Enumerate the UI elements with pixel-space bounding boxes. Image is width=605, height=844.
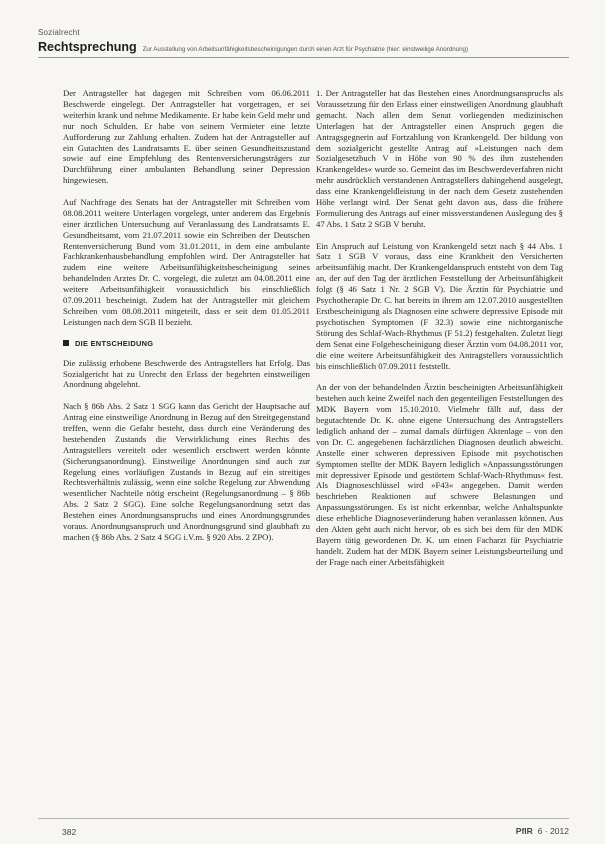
page-number: 382 [62,827,77,837]
body-paragraph: Die zulässig erhobene Beschwerde des Antragstellers hat Erfolg. Das Sozialgericht hat zu Unrecht den Erlass der begehrten einstweiligen Anordnung abgelehnt. [63,357,310,390]
running-header [38,40,569,54]
section-heading-text: DIE ENTSCHEIDUNG [75,338,154,348]
journal-info [516,826,569,836]
section-heading [63,339,310,348]
right-column [316,88,563,578]
journal-issue: 6 · 2012 [537,826,569,836]
footer-divider [38,818,569,819]
header-subtitle: Zur Ausstellung von Arbeitsunfähigkeitsbescheinigungen durch einen Arzt für Psychiatrie (hier: einstweilige Anordnung) [142,46,469,53]
journal-name: PflR [515,826,533,836]
body-paragraph: Der Antragsteller hat dagegen mit Schreiben vom 06.06.2011 Beschwerde eingelegt. Der Antragsteller hat vorgetragen, er sei weiterhin krank und nehme Medikamente. Er habe kein Geld mehr und nur noch Schulden. Er habe von seinem Vermieter eine letzte Aufforderung zur Zahlung erhalten. Zudem hat der Antragsteller auf ein Gutachten des Landratsamts E. über seinen Gesundheitszustand sowie auf eine Empfehlung des Rentenversicherungsträgers zur Durchführung einer ambulanten Behandlung seiner Depression hingewiesen. [63,88,310,186]
header-title: Rechtsprechung [38,40,137,54]
square-bullet-icon [63,340,69,346]
left-column [63,88,310,554]
body-paragraph: Auf Nachfrage des Senats hat der Antragsteller mit Schreiben vom 08.08.2011 weitere Unterlagen vorgelegt, unter anderem das Ergebnis einer ärztlichen Untersuchung auf Veranlassung des Landratsamts E. Gesundheitsamt, vom 21.07.2011 sowie ein Schreiben der Deutschen Rentenversicherung Bund vom 31.01.2011, in dem eine ambulante Fachkrankenhausbehandlung empfohlen wird. Der Antragsteller hat zudem eine weitere Arbeitsunfähigkeitsbescheinigung seines behandelnden Arztes Dr. C. vorgelegt, die zuletzt am 04.08.2011 eine weitere Arbeitsunfähigkeit voraussichtlich bis einschließlich 07.09.2011 bescheinigt. Zudem hat der Antragsteller mit gleichem Schreiben vom 08.08.2011 mitgeteilt, dass er seit dem 01.05.2011 Leistungen nach dem SGB II bezieht. [63,196,310,327]
body-paragraph: 1. Der Antragsteller hat das Bestehen eines Anordnungsanspruchs als Voraussetzung für den Erlass einer einstweiligen Anordnung glaubhaft gemacht. Nach allen dem Senat vorliegenden medizinischen Unterlagen hat der Antragsteller einen Anspruch gegen die Antragsgegnerin auf Fortzahlung von Krankengeld. Der bildung von dem sozialgericht gestellte Antrag auf »Leistungen nach dem Sozialgesetzbuch V in Höhe von 90 % des ihm zustehenden Krankengeldes« wurde so. Gemeint das im Beschwerdeverfahren nicht mehr ausdrücklich verstandenen Antragstellers dahingehend ausgelegt, dass eine Krankengeldleistung in der nach dem Gesetz zustehenden Höhe verlangt wird. Der Senat geht davon aus, dass die frühere Formulierung des Antrags auf einer missverstandenen Auslegung des § 47 Abs. 1 Satz 2 SGB V beruht. [316,88,563,229]
body-paragraph: Nach § 86b Abs. 2 Satz 1 SGG kann das Gericht der Hauptsache auf Antrag eine einstweilige Anordnung in Bezug auf den Streitgegenstand treffen, wenn die Gefahr besteht, dass durch eine Veränderung des bestehenden Zustands die Verwirklichung eines Rechts des Antragstellers vereitelt oder wesentlich erschwert werden könnte (Sicherungsanordnung). Einstweilige Anordnungen sind auch zur Regelung eines vorläufigen Zustands in Bezug auf ein streitiges Rechtsverhältnis zulässig, wenn eine solche Regelung zur Abwendung wesentlicher Nachteile nötig erscheint (Regelungsanordnung – § 86b Abs. 2 Satz 2 SGG). Eine solche Regelungsanordnung setzt das Bestehen eines Anordnungsanspruchs und eines Anordnungsgrundes voraus. Anordnungsanspruch und Anordnungsgrund sind glaubhaft zu machen (§ 86b Abs. 2 Satz 4 SGG i.V.m. § 920 Abs. 2 ZPO). [63,401,310,543]
header-divider [38,57,569,58]
body-paragraph: An der von der behandelnden Ärztin bescheinigten Arbeitsunfähigkeit bestehen auch keine Zweifel nach den gegenteiligen Feststellungen des MDK Bayern vom 15.10.2010. Vielmehr fällt auf, dass der begutachtende Dr. K. ohne eigene Untersuchung des Antragstellers lediglich anhand der – zumal damals dürftigen Aktenlage – von den von Dr. C. angegebenen fachärztlichen Diagnosen deutlich abweicht. Anstelle einer schweren depressiven Episode mit psychotischen Symptomen stellte der MDK Bayern lediglich »Anpassungsstörungen mit depressiver Episode und gestörtem Schlaf-Wach-Rhythmus« fest. Als Diagnoseschlüssel wird »F43« angegeben. Damit werden beschrieben Reaktionen auf schwere Belastungen und Anpassungsstörungen. Es ist nicht erkennbar, welche Anhaltspunkte diese erhebliche Diagnoseveränderung haben veranlassen können. Aus den Akten geht auch nicht hervor, ob es sich bei dem für den MDK Bayern tätig gewordenen Dr. K. um einen Facharzt für Psychiatrie handelt. Zudem hat der MDK Bayern seiner Leistungsbeurteilung und der Frage nach einer Arbeitsfähigkeit [316,382,563,567]
section-label: Sozialrecht [38,28,80,37]
body-paragraph: Ein Anspruch auf Leistung von Krankengeld setzt nach § 44 Abs. 1 Satz 1 SGB V voraus, dass eine Krankheit den Versicherten arbeitsunfähig macht. Der Krankengeldanspruch entsteht von dem Tag an, der auf den Tag der ärztlichen Feststellung der Arbeitsunfähigkeit folgt (§ 46 Satz 1 Nr. 2 SGB V). Die Ärztin für Psychiatrie und Psychotherapie Dr. C. hat bereits in ihrem am 12.07.2010 ausgestellten Erstbescheinigung als Diagnosen eine schwere depressive Episode mit psychotischen Symptomen (F 32.3) sowie eine nichtorganische Störung des Schlaf-Wach-Rhythmus (F 51.2) festgehalten. Zuletzt liegt dem Senat eine Folgebescheinigung dieser Ärztin vom 04.08.2011 vor, die eine weitere Arbeitsunfähigkeit des Antragstellers voraussichtlich bis einschließlich 07.09.2011 feststellt. [316,240,563,371]
